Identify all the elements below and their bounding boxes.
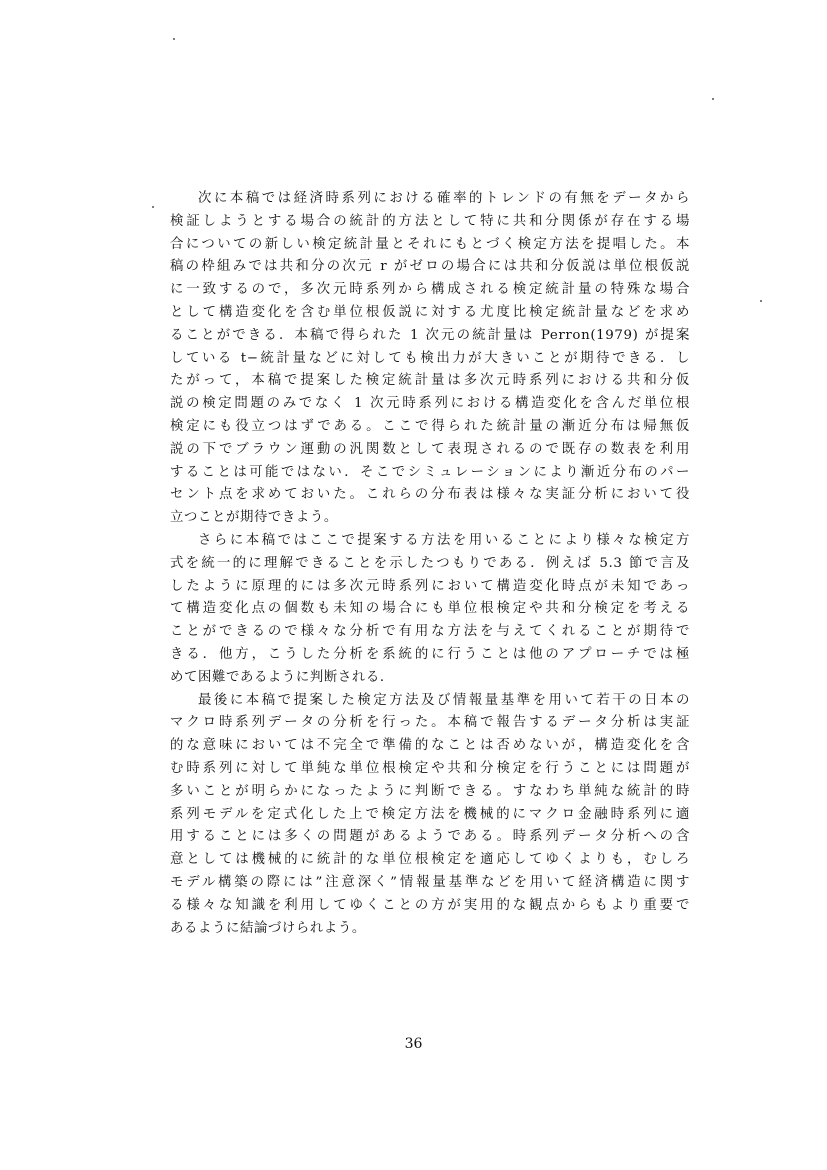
text-line: 説の検定問題のみでなく 1 次元時系列における構造変化を含んだ単位根 (170, 396, 690, 412)
text-line: したように原理的には多次元時系列において構造変化時点が未知であっ (170, 578, 690, 594)
text-line: モデル構築の際には”注意深く”情報量基準などを用いて経済構造に関す (170, 874, 690, 890)
text-line: 式を統一的に理解できることを示したつもりである．例えば 5.3 節で言及 (170, 555, 690, 571)
scan-speck (152, 206, 154, 208)
text-line: マクロ時系列データの分析を行った。本稿で報告するデータ分析は実証 (170, 715, 690, 731)
text-line: む時系列に対して単純な単位根検定や共和分検定を行うことには問題が (170, 760, 690, 776)
text-line: 合についての新しい検定統計量とそれにもとづく検定方法を提唱した。本 (170, 236, 690, 252)
body-text (170, 188, 690, 940)
scan-speck (712, 98, 714, 100)
text-line: 意としては機械的に統計的な単位根検定を適応してゆくよりも，むしろ (170, 852, 690, 868)
text-line: あるように結論づけられよう。 (170, 920, 366, 936)
text-line: セント点を求めておいた。これらの分布表は様々な実証分析において役 (170, 487, 690, 503)
paragraph-1 (170, 188, 690, 530)
text-line: 最後に本稿で提案した検定方法及び情報量基準を用いて若干の日本の (198, 692, 690, 708)
scan-speck (760, 300, 762, 302)
scan-speck (173, 38, 175, 40)
text-line: 検証しようとする場合の統計的方法として特に共和分関係が存在する場 (170, 213, 690, 229)
text-line: 多いことが明らかになったように判断できる。すなわち単純な統計的時 (170, 783, 690, 799)
text-line: 稿の枠組みでは共和分の次元 r がゼロの場合には共和分仮説は単位根仮説 (170, 259, 690, 275)
text-line: することは可能ではない．そこでシミュレーションにより漸近分布のパー (170, 464, 690, 480)
text-line: 系列モデルを定式化した上で検定方法を機械的にマクロ金融時系列に適 (170, 806, 690, 822)
paragraph-2 (170, 530, 690, 690)
text-line: さらに本稿ではここで提案する方法を用いることにより様々な検定方 (198, 532, 690, 548)
text-line: る様々な知識を利用してゆくことの方が実用的な観点からもより重要で (170, 897, 690, 913)
text-line: 次に本稿では経済時系列における確率的トレンドの有無をデータから (198, 191, 690, 206)
text-line: 的な意味においては不完全で準備的なことは否めないが，構造変化を含 (170, 738, 690, 754)
text-line: て構造変化点の個数も未知の場合にも単位根検定や共和分検定を考える (170, 601, 690, 617)
text-line: きる．他方，こうした分析を系統的に行うことは他のアプローチでは極 (170, 646, 690, 662)
page-number: 36 (404, 1036, 423, 1052)
text-line: として構造変化を含む単位根仮説に対する尤度比検定統計量などを求め (170, 304, 690, 320)
text-line: ことができるので様々な分析で有用な方法を与えてくれることが期待で (170, 624, 690, 640)
paragraph-3 (170, 690, 690, 941)
text-line: 説の下でブラウン運動の汎関数として表現されるので既存の数表を利用 (170, 441, 690, 457)
text-line: ることができる．本稿で得られた 1 次元の統計量は Perron(1979) が提案 (170, 327, 690, 343)
text-line: 検定にも役立つはずである。ここで得られた統計量の漸近分布は帰無仮 (170, 418, 690, 434)
text-line: 立つことが期待できよう。 (170, 510, 338, 526)
text-line: 用することには多くの問題があるようである。時系列データ分析への含 (170, 829, 690, 845)
text-line: たがって，本稿で提案した検定統計量は多次元時系列における共和分仮 (170, 373, 690, 389)
text-line: めて困難であるように判断される． (170, 669, 394, 685)
text-line: に一致するので，多次元時系列から構成される検定統計量の特殊な場合 (170, 282, 690, 298)
text-line: している t−統計量などに対しても検出力が大きいことが期待できる．し (170, 350, 690, 366)
